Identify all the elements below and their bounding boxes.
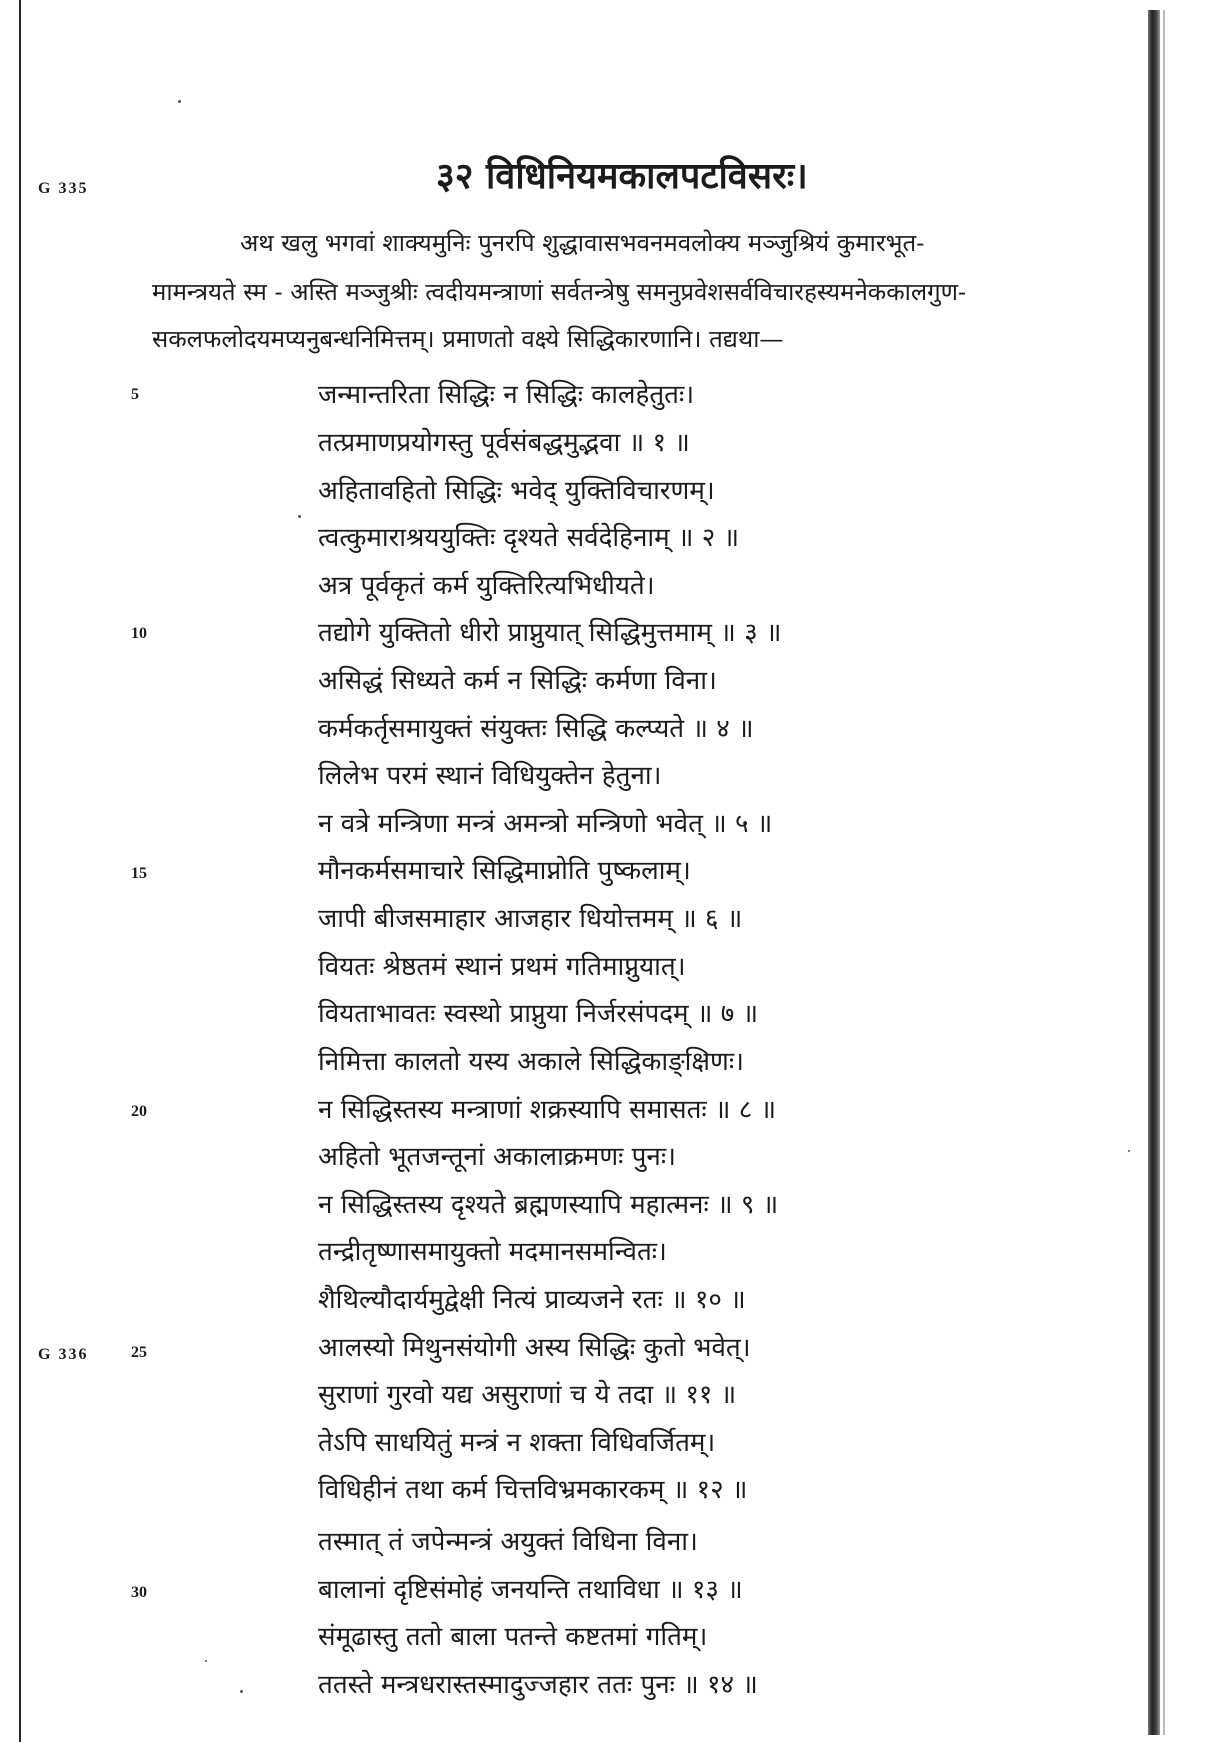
verse-line: तेऽपि साधयितुं मन्त्रं न शक्ता विधिवर्जितम्। (318, 1428, 716, 1458)
scan-speck (205, 1660, 207, 1662)
prose-line-2: मामन्त्रयते स्म - अस्ति मञ्जुश्रीः त्वदीयमन्त्राणां सर्वतन्त्रेषु समनुप्रवेशसर्वविचारहस्यमनेककालगुण- (152, 278, 967, 306)
scan-speck (240, 1690, 243, 1693)
margin-ref-g336: G 336 (38, 1346, 89, 1363)
page-left-rule (19, 0, 21, 1742)
prose-line-1: अथ खलु भगवां शाक्यमुनिः पुनरपि शुद्धावासभवनमवलोक्य मञ्जुश्रियं कुमारभूत- (240, 229, 925, 257)
verse-line: कर्मकर्तृसमायुक्तं संयुक्तः सिद्धि कल्प्यते ॥ ४ ॥ (318, 714, 754, 744)
verse-line: तस्मात् तं जपेन्मन्त्रं अयुक्तं विधिना विना। (318, 1527, 698, 1557)
verse-line: बालानां दृष्टिसंमोहं जनयन्ति तथाविधा ॥ १३ ॥ (318, 1575, 743, 1605)
verse-line: शैथिल्यौदार्यमुद्वेक्षी नित्यं प्राव्यजने रतः ॥ १० ॥ (318, 1285, 746, 1315)
binding-edge (1163, 10, 1165, 1735)
verse-line: अहितावहितो सिद्धिः भवेद् युक्तिविचारणम्। (318, 476, 715, 506)
line-number-20: 20 (131, 1103, 147, 1120)
verse-line: तन्द्रीतृष्णासमायुक्तो मदमानसमन्वितः। (318, 1237, 667, 1267)
verse-line: असिद्धं सिध्यते कर्म न सिद्धिः कर्मणा विना। (318, 666, 717, 696)
line-number-30: 30 (131, 1584, 147, 1601)
verse-line: ततस्ते मन्त्रधरास्तस्मादुज्जहार ततः पुनः ॥ १४ ॥ (318, 1670, 758, 1700)
verse-line: वियतः श्रेष्ठतमं स्थानं प्रथमं गतिमाप्नुयात्। (318, 952, 686, 982)
scan-speck (178, 100, 181, 103)
verse-line: सुराणां गुरवो यद्य असुराणां च ये तदा ॥ ११ ॥ (318, 1380, 737, 1410)
scan-speck (298, 515, 301, 518)
verse-line: वियताभावतः स्वस्थो प्राप्नुया निर्जरसंपदम् ॥ ७ ॥ (318, 999, 759, 1029)
verse-line: न वत्रे मन्त्रिणा मन्त्रं अमन्त्रो मन्त्रिणो भवेत् ॥ ५ ॥ (318, 809, 773, 839)
verse-line: जापी बीजसमाहार आजहार धियोत्तमम् ॥ ६ ॥ (318, 904, 743, 934)
verse-line: जन्मान्तरिता सिद्धिः न सिद्धिः कालहेतुतः। (318, 380, 695, 410)
prose-line-3: सकलफलोदयमप्यनुबन्धनिमित्तम्। प्रमाणतो वक्ष्ये सिद्धिकारणानि। तद्यथा— (152, 325, 784, 353)
verse-line: विधिहीनं तथा कर्म चित्तविभ्रमकारकम् ॥ १२ ॥ (318, 1475, 748, 1505)
verse-line: अहितो भूतजन्तूनां अकालाक्रमणः पुनः। (318, 1142, 676, 1172)
verse-line: न सिद्धिस्तस्य मन्त्राणां शक्रस्यापि समासतः ॥ ८ ॥ (318, 1095, 777, 1125)
verse-line: संमूढास्तु ततो बाला पतन्ते कष्टतमां गतिम्। (318, 1622, 708, 1652)
verse-line: तद्योगे युक्तितो धीरो प्राप्नुयात् सिद्धिमुत्तमाम् ॥ ३ ॥ (318, 618, 782, 648)
verse-line: त्वत्कुमाराश्रययुक्तिः दृश्यते सर्वदेहिनाम् ॥ २ ॥ (318, 523, 740, 553)
margin-ref-g335: G 335 (38, 180, 89, 197)
scan-speck (1128, 1150, 1130, 1152)
line-number-25: 25 (131, 1344, 147, 1361)
verse-line: अत्र पूर्वकृतं कर्म युक्तिरित्यभिधीयते। (318, 571, 655, 601)
line-number-10: 10 (131, 625, 147, 642)
verse-line: न सिद्धिस्तस्य दृश्यते ब्रह्मणस्यापि महात्मनः ॥ ९ ॥ (318, 1190, 779, 1220)
verse-line: आलस्यो मिथुनसंयोगी अस्य सिद्धिः कुतो भवेत्। (318, 1333, 751, 1363)
line-number-15: 15 (131, 865, 147, 882)
verse-line: लिलेभ परमं स्थानं विधियुक्तेन हेतुना। (318, 761, 662, 791)
chapter-title: ३२ विधिनियमकालपटविसरः। (436, 155, 808, 197)
verse-line: मौनकर्मसमाचारे सिद्धिमाप्नोति पुष्कलाम्। (318, 856, 691, 886)
verse-line: निमित्ता कालतो यस्य अकाले सिद्धिकाङ्क्षिणः। (318, 1047, 744, 1077)
verse-line: तत्प्रमाणप्रयोगस्तु पूर्वसंबद्धमुद्भवा ॥ १ ॥ (318, 428, 690, 458)
line-number-5: 5 (131, 386, 139, 403)
binding-shadow (1148, 10, 1160, 1735)
